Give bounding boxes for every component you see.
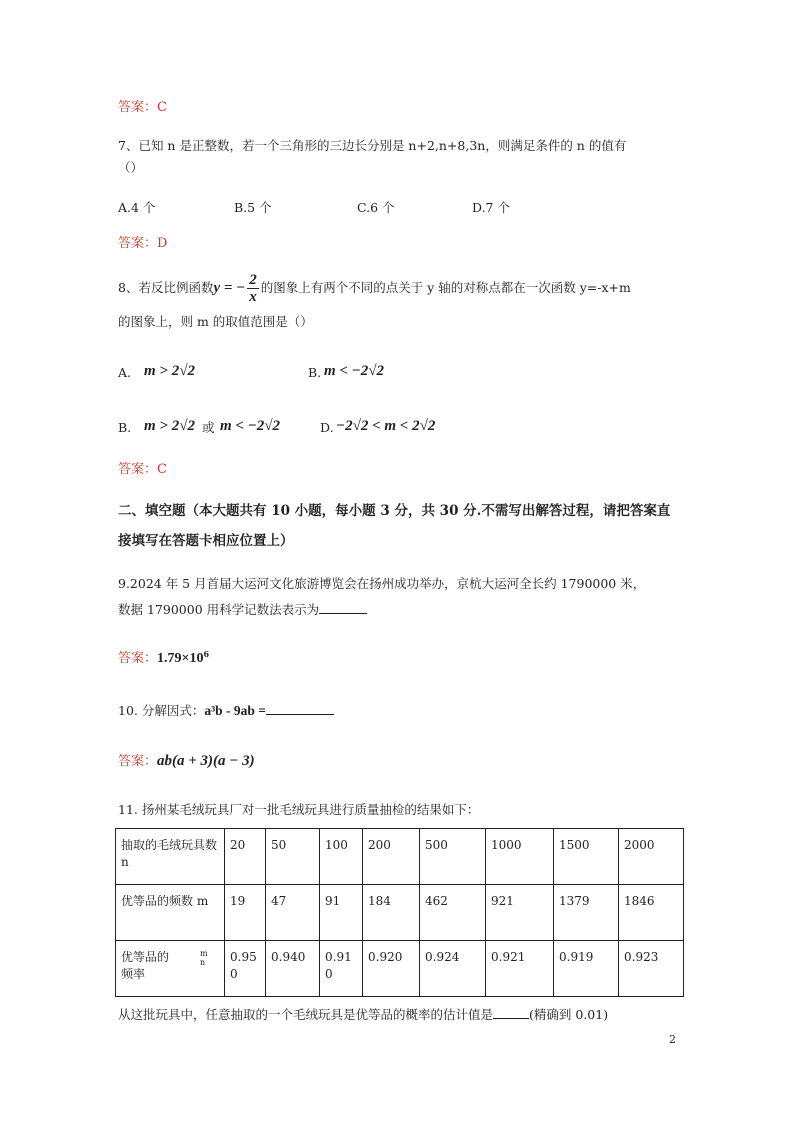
q8-option-c-or: 或 <box>202 420 215 435</box>
q7-bracket: （） <box>118 160 144 175</box>
table-cell: 2000 <box>619 829 684 885</box>
table-cell: 500 <box>420 829 486 885</box>
table-cell: 0.910 <box>320 941 363 997</box>
rate-frac-den: n <box>200 958 206 967</box>
q8-line2: 的图象上，则 m 的取值范围是（） <box>118 314 313 329</box>
q8-option-c-math2: m < −2√2 <box>220 418 281 434</box>
q9-answer-value: 1.79×10 <box>157 651 204 667</box>
table-cell: 0.920 <box>363 941 420 997</box>
q7-answer: 答案：D <box>118 236 168 251</box>
q9-line2-text: 数据 1790000 用科学记数法表示为 <box>118 602 320 617</box>
q7-option-d: D.7 个 <box>472 200 510 215</box>
q10-answer-math: ab(a + 3)(a − 3) <box>157 753 255 769</box>
q7-option-c: C.6 个 <box>357 200 395 215</box>
q8-stem <box>118 272 631 312</box>
page-number: 2 <box>669 1033 676 1046</box>
q7-stem: 7、已知 n 是正整数，若一个三角形的三边长分别是 n+2,n+8,3n，则满足条件的 n 的值有 <box>118 138 627 153</box>
q9-stem: 9.2024 年 5 月首届大运河文化旅游博览会在扬州成功举办，京杭大运河全长约 1790000 米， <box>118 576 646 591</box>
section2-heading-line1: 二、填空题（本大题共有 10 小题，每小题 3 分，共 30 分.不需写出解答过程，请把答案直 <box>118 503 671 519</box>
table-cell: 921 <box>486 885 554 941</box>
answer-prev: 答案：C <box>118 100 167 115</box>
table-cell: 20 <box>225 829 266 885</box>
q8-options-row2 <box>118 417 678 437</box>
q8-options-row1 <box>118 362 678 382</box>
q8-option-d-math: −2√2 < m < 2√2 <box>336 418 436 434</box>
table-cell: 100 <box>320 829 363 885</box>
q8-frac-num: 2 <box>249 272 257 288</box>
rate-frac-num: m <box>200 949 208 958</box>
q8-formula-lhs: y = − <box>213 280 246 296</box>
q8-suffix: 的图象上有两个不同的点关于 y 轴的对称点都在一次函数 y=-x+m <box>260 280 631 295</box>
q8-option-d-label: D. <box>320 420 334 435</box>
q8-frac-den: x <box>249 289 257 305</box>
quality-table <box>115 828 684 997</box>
q9-answer-label: 答案： <box>118 651 158 667</box>
section2-heading-line2: 接填写在答题卡相应位置上） <box>118 533 294 549</box>
q10-blank <box>266 714 334 715</box>
table-row <box>116 941 684 997</box>
table-cell: 0.921 <box>486 941 554 997</box>
q8-option-a-label: A. <box>118 365 132 380</box>
q9-answer <box>118 645 209 668</box>
q11-question-tail: (精确到 0.01) <box>529 1007 609 1022</box>
table-cell: 91 <box>320 885 363 941</box>
q8-option-b-label: B. <box>308 365 322 380</box>
table-cell: 47 <box>266 885 320 941</box>
q8-prefix: 8、若反比例函数 <box>118 280 214 295</box>
table-cell: 1846 <box>619 885 684 941</box>
row-head-rate <box>116 941 225 997</box>
table-cell: 200 <box>363 829 420 885</box>
table-cell: 50 <box>266 829 320 885</box>
q11-question-text: 从这批玩具中，任意抽取的一个毛绒玩具是优等品的概率的估计值是 <box>118 1007 494 1022</box>
q9-line2 <box>118 601 367 619</box>
q11-question <box>118 1006 608 1024</box>
q11-intro: 11. 扬州某毛绒玩具厂对一批毛绒玩具进行质量抽检的结果如下： <box>118 802 480 817</box>
table-cell: 184 <box>363 885 420 941</box>
table-row <box>116 829 684 885</box>
q10-stem <box>118 702 334 720</box>
q10-answer-label: 答案： <box>118 754 158 769</box>
table-cell: 19 <box>225 885 266 941</box>
table-cell: 0.923 <box>619 941 684 997</box>
q8-option-c-label: B. <box>118 420 132 435</box>
table-cell: 1379 <box>554 885 619 941</box>
q8-option-a-math: m > 2√2 <box>144 363 195 379</box>
q9-answer-exp: 6 <box>203 649 210 659</box>
q10-answer <box>118 752 255 771</box>
row-head-rate-text: 优等品的频率 <box>121 950 170 981</box>
q7-option-a: A.4 个 <box>118 200 156 215</box>
q7-option-b: B.5 个 <box>234 200 272 215</box>
table-row <box>116 885 684 941</box>
q8-answer: 答案：C <box>118 462 167 477</box>
row-head-frequency: 优等品的频数 m <box>116 885 225 941</box>
q8-option-b-math: m < −2√2 <box>324 363 385 379</box>
table-cell: 1500 <box>554 829 619 885</box>
table-cell: 1000 <box>486 829 554 885</box>
q7-options <box>118 199 678 217</box>
table-cell: 0.950 <box>225 941 266 997</box>
table-cell: 0.919 <box>554 941 619 997</box>
row-head-sample-count: 抽取的毛绒玩具数 n <box>116 829 225 885</box>
q8-fraction <box>247 272 259 305</box>
q10-label: 10. 分解因式： <box>118 703 205 718</box>
q10-expression: a³b - 9ab = <box>204 703 266 718</box>
table-cell: 0.924 <box>420 941 486 997</box>
table-cell: 462 <box>420 885 486 941</box>
q9-blank <box>319 613 367 614</box>
q8-option-c-math1: m > 2√2 <box>144 418 195 434</box>
table-cell: 0.940 <box>266 941 320 997</box>
q11-blank <box>493 1018 529 1019</box>
